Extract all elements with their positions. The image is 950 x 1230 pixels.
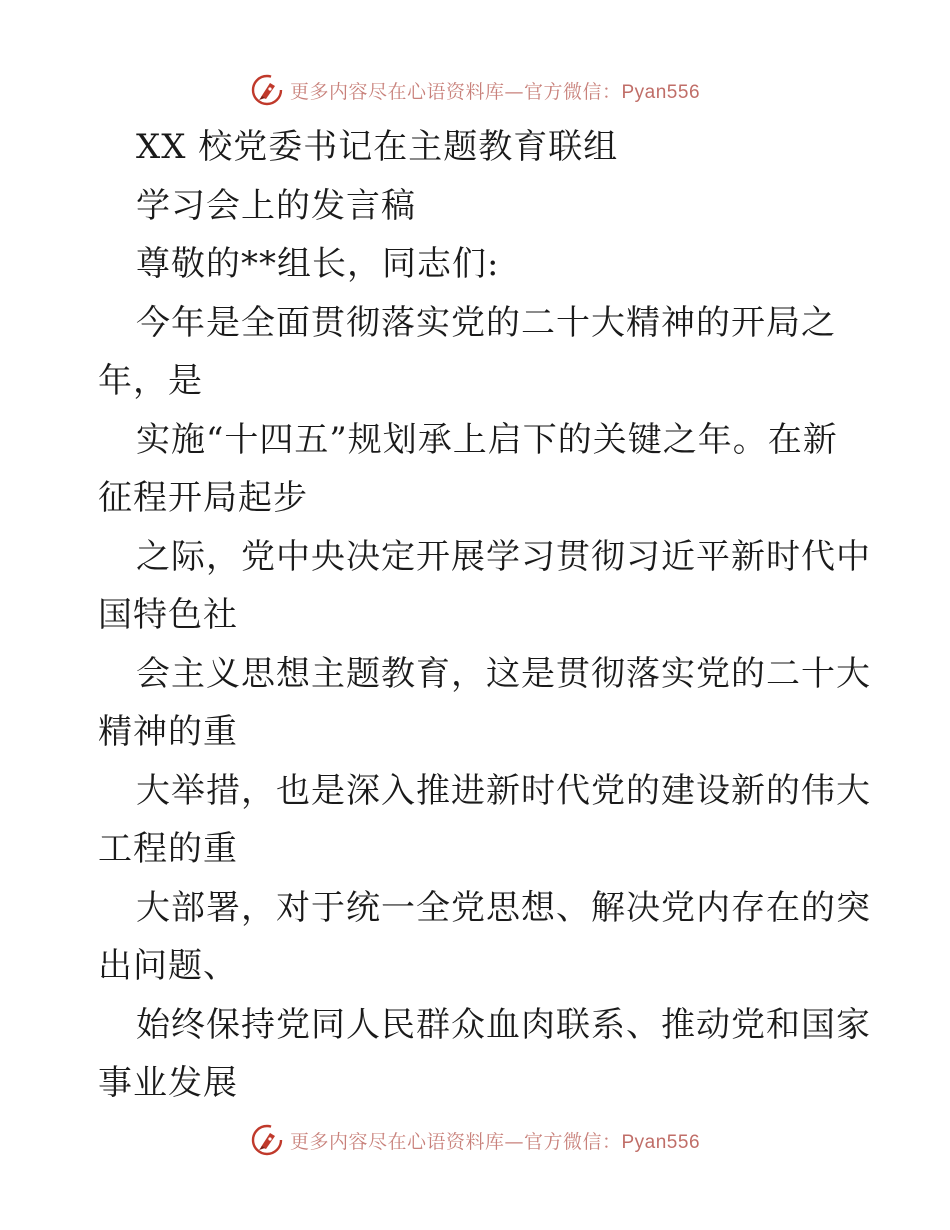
text-line: 尊敬的**组长，同志们: — [136, 244, 500, 284]
footer-banner — [0, 1120, 950, 1160]
text-line: 工程的重 — [98, 829, 238, 869]
wechat-handle: Pyan556 — [621, 1131, 701, 1153]
pen-nib-circle-icon — [250, 73, 284, 107]
text-line: 出问题、 — [98, 946, 238, 986]
header-banner — [0, 70, 950, 110]
text-line: 大举措，也是深入推进新时代党的建设新的伟大 — [136, 770, 871, 811]
text-line: 大部署，对于统一全党思想、解决党内存在的突 — [136, 887, 871, 928]
text-line: 精神的重 — [98, 712, 238, 752]
text-line: 之际，党中央决定开展学习贯彻习近平新时代中 — [136, 536, 871, 577]
text-line: 年，是 — [98, 361, 203, 401]
text-line: 始终保持党同人民群众血肉联系、推动党和国家 — [136, 1004, 871, 1045]
text-line: 事业发展 — [98, 1063, 238, 1103]
document-body — [98, 118, 871, 1113]
wechat-handle: Pyan556 — [621, 81, 701, 103]
banner-text: 更多内容尽在心语资料库—官方微信：Pyan556 — [289, 1130, 701, 1153]
banner-text: 更多内容尽在心语资料库—官方微信：Pyan556 — [289, 80, 701, 103]
pen-nib-circle-icon — [250, 1123, 284, 1157]
text-line: 今年是全面贯彻落实党的二十大精神的开局之 — [136, 302, 836, 343]
text-line: 学习会上的发言稿 — [136, 185, 416, 226]
text-line: 会主义思想主题教育，这是贯彻落实党的二十大 — [136, 653, 871, 694]
text-line: XX 校党委书记在主题教育联组 — [136, 127, 619, 167]
text-line: 国特色社 — [98, 595, 238, 635]
text-line: 征程开局起步 — [98, 478, 308, 518]
text-line: 实施“十四五”规划承上启下的关键之年。在新 — [136, 419, 838, 460]
